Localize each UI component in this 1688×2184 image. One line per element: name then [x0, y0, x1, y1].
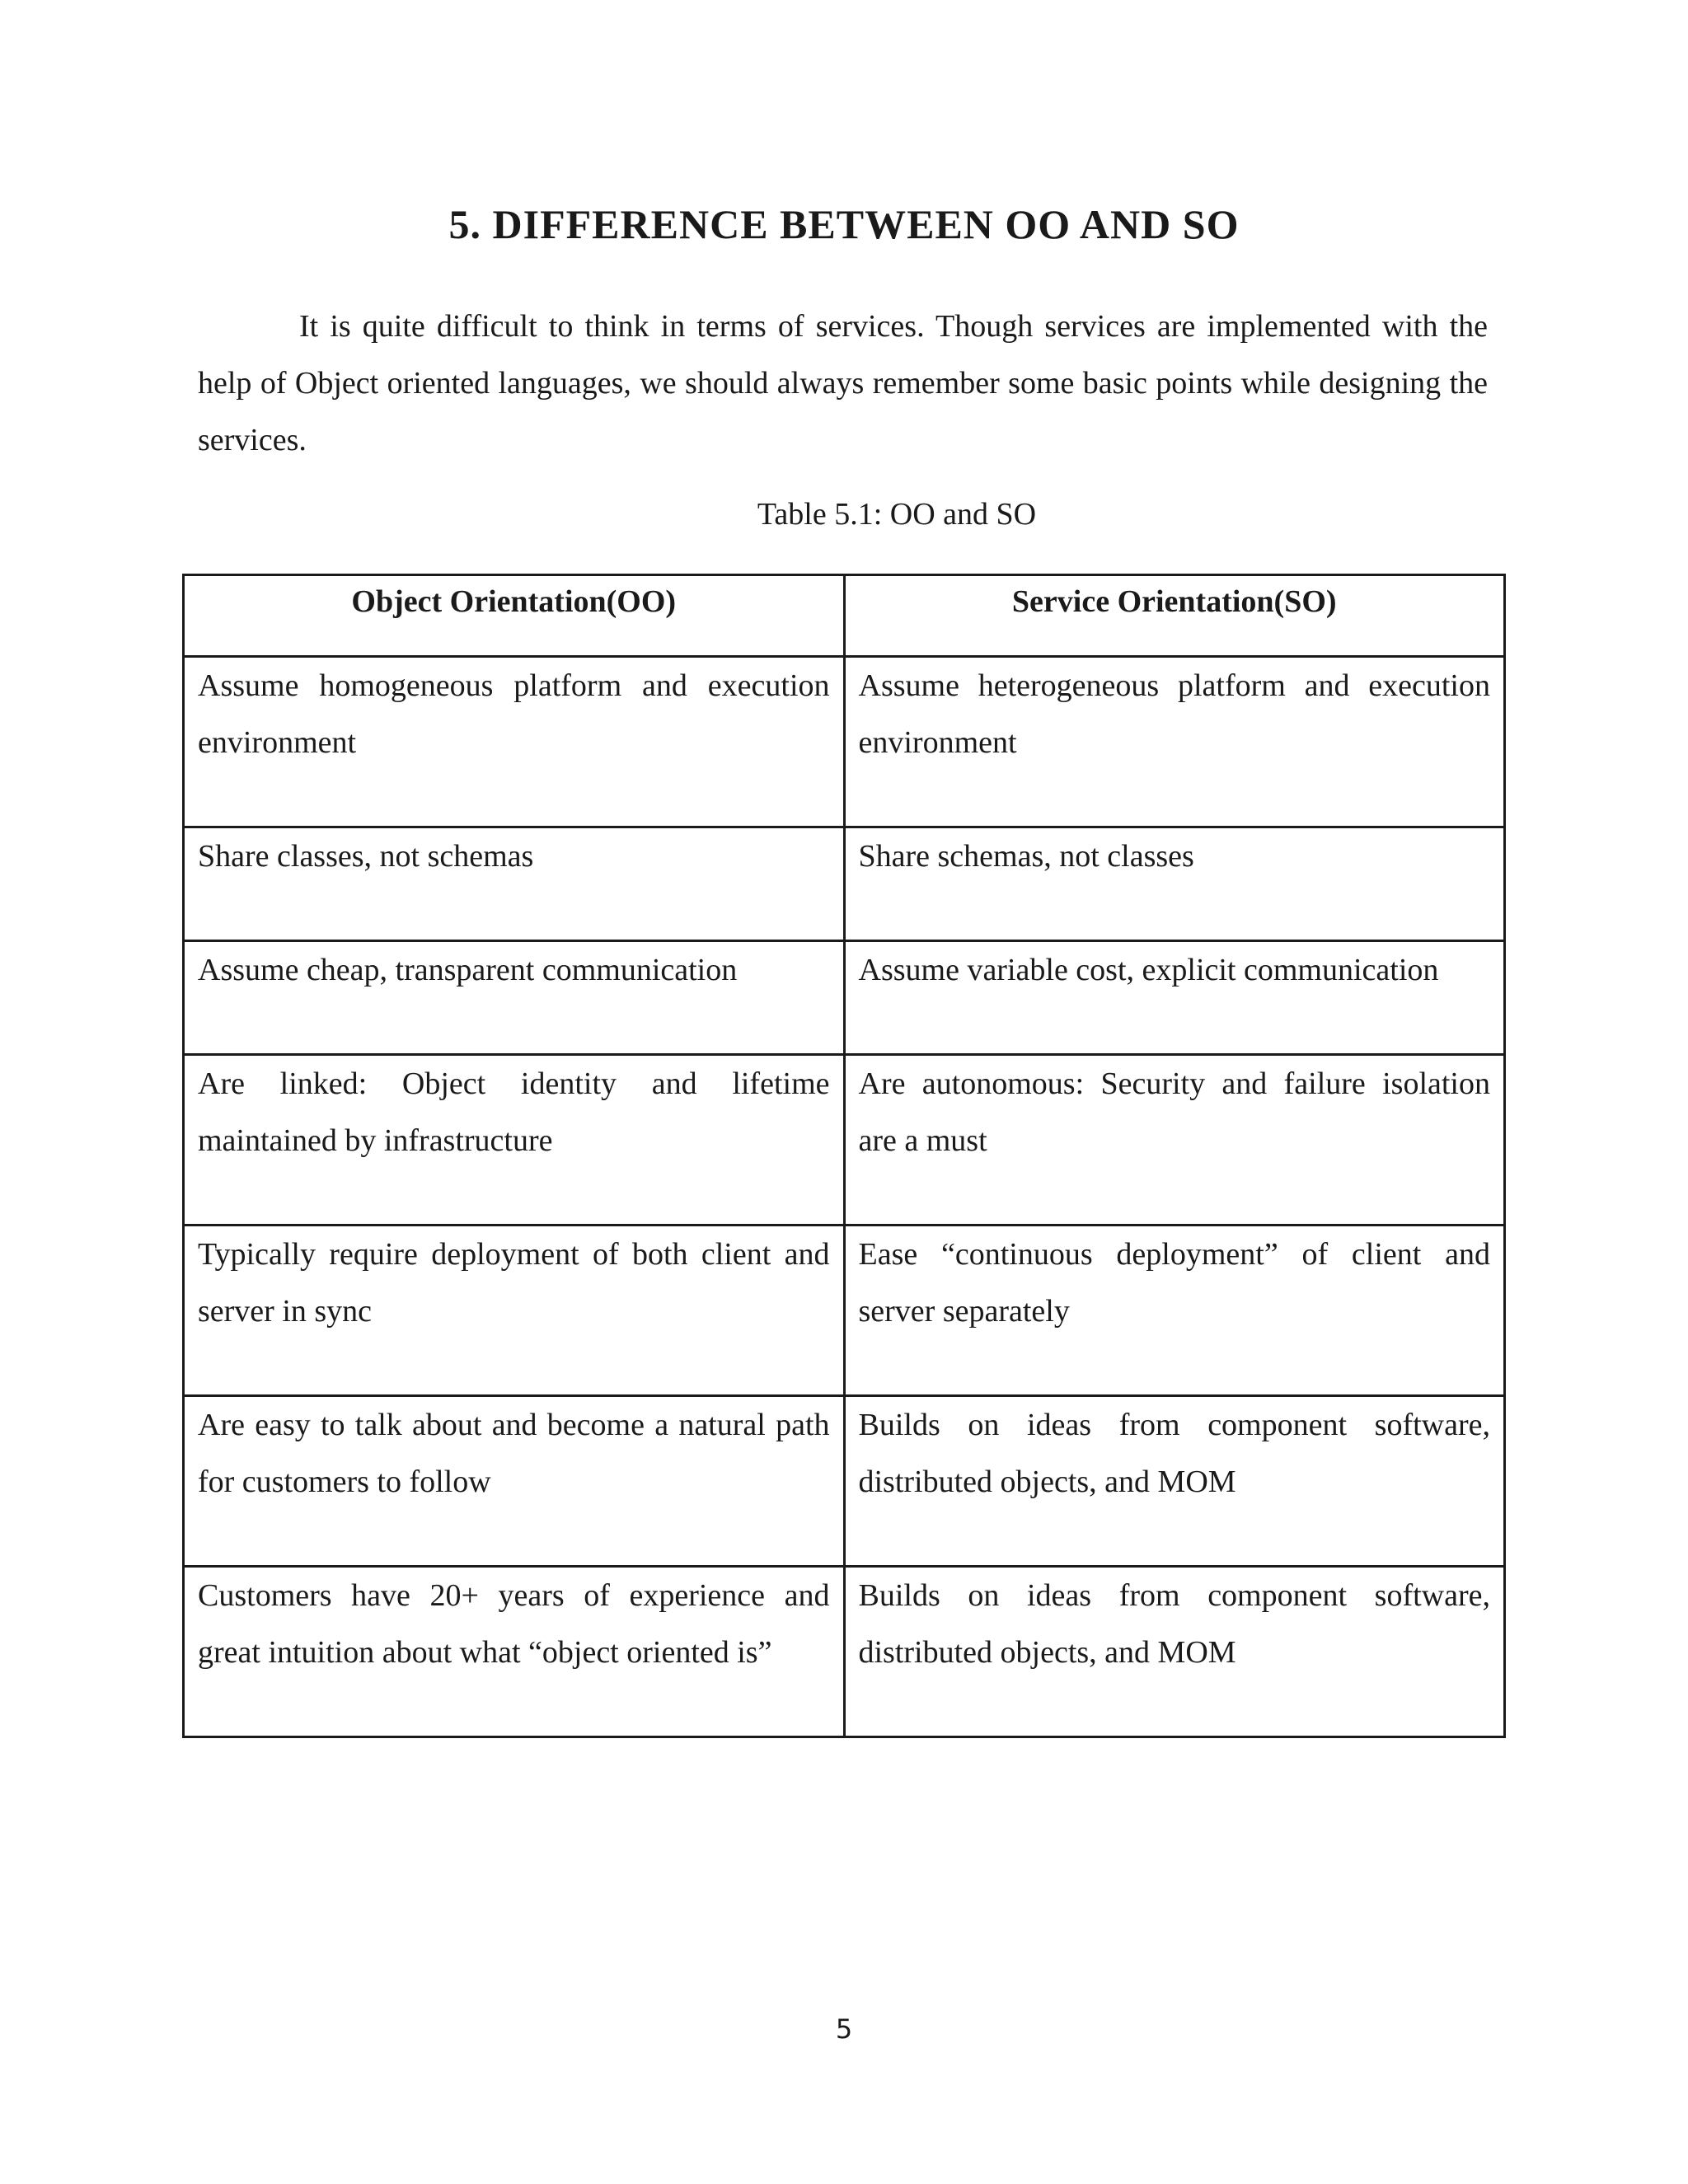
table-row: [184, 1226, 1505, 1396]
table-row: [184, 1055, 1505, 1226]
table-cell-oo: Share classes, not schemas: [184, 827, 845, 941]
table-cell-oo: Are linked: Object identity and lifetime maintained by infrastructure: [184, 1055, 845, 1226]
table-cell-oo: Assume homogeneous platform and execution environment: [184, 657, 845, 827]
table-cell-so: Ease “continuous deployment” of client and server separately: [844, 1226, 1505, 1396]
table-header-row: [184, 575, 1505, 657]
comparison-table: [182, 574, 1506, 1738]
table-cell-oo: Assume cheap, transparent communication: [184, 941, 845, 1055]
table-row: [184, 1567, 1505, 1737]
header-object-orientation: Object Orientation(OO): [184, 575, 845, 657]
table-caption: Table 5.1: OO and SO: [757, 497, 1037, 532]
table-cell-so: Assume heterogeneous platform and execution environment: [844, 657, 1505, 827]
table-row: [184, 1396, 1505, 1567]
table-cell-oo: Are easy to talk about and become a natural path for customers to follow: [184, 1396, 845, 1567]
header-service-orientation: Service Orientation(SO): [844, 575, 1505, 657]
table-cell-oo: Typically require deployment of both client and server in sync: [184, 1226, 845, 1396]
table-cell-so: Assume variable cost, explicit communication: [844, 941, 1505, 1055]
table-cell-so: Are autonomous: Security and failure isolation are a must: [844, 1055, 1505, 1226]
page-number: 5: [835, 2013, 853, 2045]
table-row: [184, 657, 1505, 827]
table-cell-so: Share schemas, not classes: [844, 827, 1505, 941]
table-cell-oo: Customers have 20+ years of experience and great intuition about what “object oriented is”: [184, 1567, 845, 1737]
table-row: [184, 827, 1505, 941]
section-title: 5. DIFFERENCE BETWEEN OO AND SO: [448, 201, 1240, 247]
table-row: [184, 941, 1505, 1055]
intro-paragraph: It is quite difficult to think in terms of services. Though services are implemented with the help of Object oriented languages, we should always remember some basic points while designing the services.: [198, 309, 1488, 457]
table-cell-so: Builds on ideas from component software, distributed objects, and MOM: [844, 1396, 1505, 1567]
table-cell-so: Builds on ideas from component software, distributed objects, and MOM: [844, 1567, 1505, 1737]
